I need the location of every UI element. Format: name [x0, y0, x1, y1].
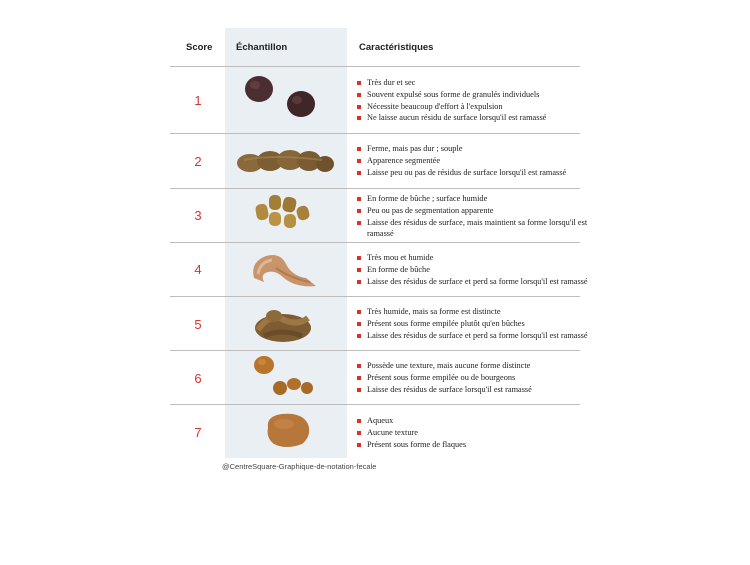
row-divider: [170, 133, 580, 134]
characteristics-list-3: [357, 193, 597, 240]
segmented-log-icon: [234, 146, 336, 178]
characteristic-item: Laisse des résidus de surface, mais maintient sa forme lorsqu'il est ramassé: [357, 217, 597, 241]
characteristic-item: Ferme, mais pas dur ; souple: [357, 143, 597, 155]
image-credit: @CentreSquare-Graphique-de-notation-fecale: [222, 462, 377, 471]
characteristic-item: Peu ou pas de segmentation apparente: [357, 205, 597, 217]
row-divider: [170, 242, 580, 243]
characteristic-item: Présent sous forme empilée plutôt qu'en bûches: [357, 318, 597, 330]
watery-puddle-icon: [262, 410, 314, 450]
hard-pellets-icon: [238, 72, 328, 122]
header-divider: [170, 66, 580, 67]
score-5: 5: [194, 317, 202, 332]
characteristic-item: Laisse des résidus de surface et perd sa forme lorsqu'il est ramassé: [357, 276, 597, 288]
score-4: 4: [194, 262, 202, 277]
characteristics-list-5: [357, 306, 597, 341]
row-divider: [170, 350, 580, 351]
characteristic-item: Laisse des résidus de surface et perd sa forme lorsqu'il est ramassé: [357, 330, 597, 342]
characteristic-item: Très dur et sec: [357, 77, 597, 89]
characteristics-list-4: [357, 252, 597, 287]
characteristic-item: Très mou et humide: [357, 252, 597, 264]
characteristic-item: Aucune texture: [357, 427, 597, 439]
piled-soft-icon: [250, 302, 316, 346]
characteristics-list-6: [357, 360, 597, 395]
score-6: 6: [194, 371, 202, 386]
characteristics-list-2: [357, 143, 597, 178]
characteristic-item: Souvent expulsé sous forme de granulés individuels: [357, 89, 597, 101]
characteristic-item: Ne laisse aucun résidu de surface lorsqu'il est ramassé: [357, 112, 597, 124]
score-2: 2: [194, 154, 202, 169]
row-divider: [170, 296, 580, 297]
characteristic-item: En forme de bûche ; surface humide: [357, 193, 597, 205]
characteristic-item: Apparence segmentée: [357, 155, 597, 167]
header-characteristics: Caractéristiques: [359, 42, 434, 53]
characteristics-list-1: [357, 77, 597, 124]
row-divider: [170, 188, 580, 189]
header-score: Score: [186, 42, 213, 53]
characteristic-item: Possède une texture, mais aucune forme distincte: [357, 360, 597, 372]
mounds-icon: [250, 354, 316, 398]
characteristic-item: Nécessite beaucoup d'effort à l'expulsion: [357, 101, 597, 113]
characteristic-item: Laisse des résidus de surface lorsqu'il est ramassé: [357, 384, 597, 396]
score-1: 1: [194, 93, 202, 108]
characteristic-item: Présent sous forme empilée ou de bourgeons: [357, 372, 597, 384]
header-sample: Échantillon: [236, 42, 288, 53]
characteristic-item: Très humide, mais sa forme est distincte: [357, 306, 597, 318]
score-7: 7: [194, 425, 202, 440]
characteristic-item: Présent sous forme de flaques: [357, 439, 597, 451]
characteristic-item: En forme de bûche: [357, 264, 597, 276]
row-divider: [170, 404, 580, 405]
characteristic-item: Aqueux: [357, 415, 597, 427]
soft-log-icon: [246, 248, 322, 292]
characteristic-item: Laisse peu ou pas de résidus de surface lorsqu'il est ramassé: [357, 167, 597, 179]
characteristics-list-7: [357, 415, 597, 450]
moist-log-pieces-icon: [253, 192, 315, 234]
score-3: 3: [194, 208, 202, 223]
